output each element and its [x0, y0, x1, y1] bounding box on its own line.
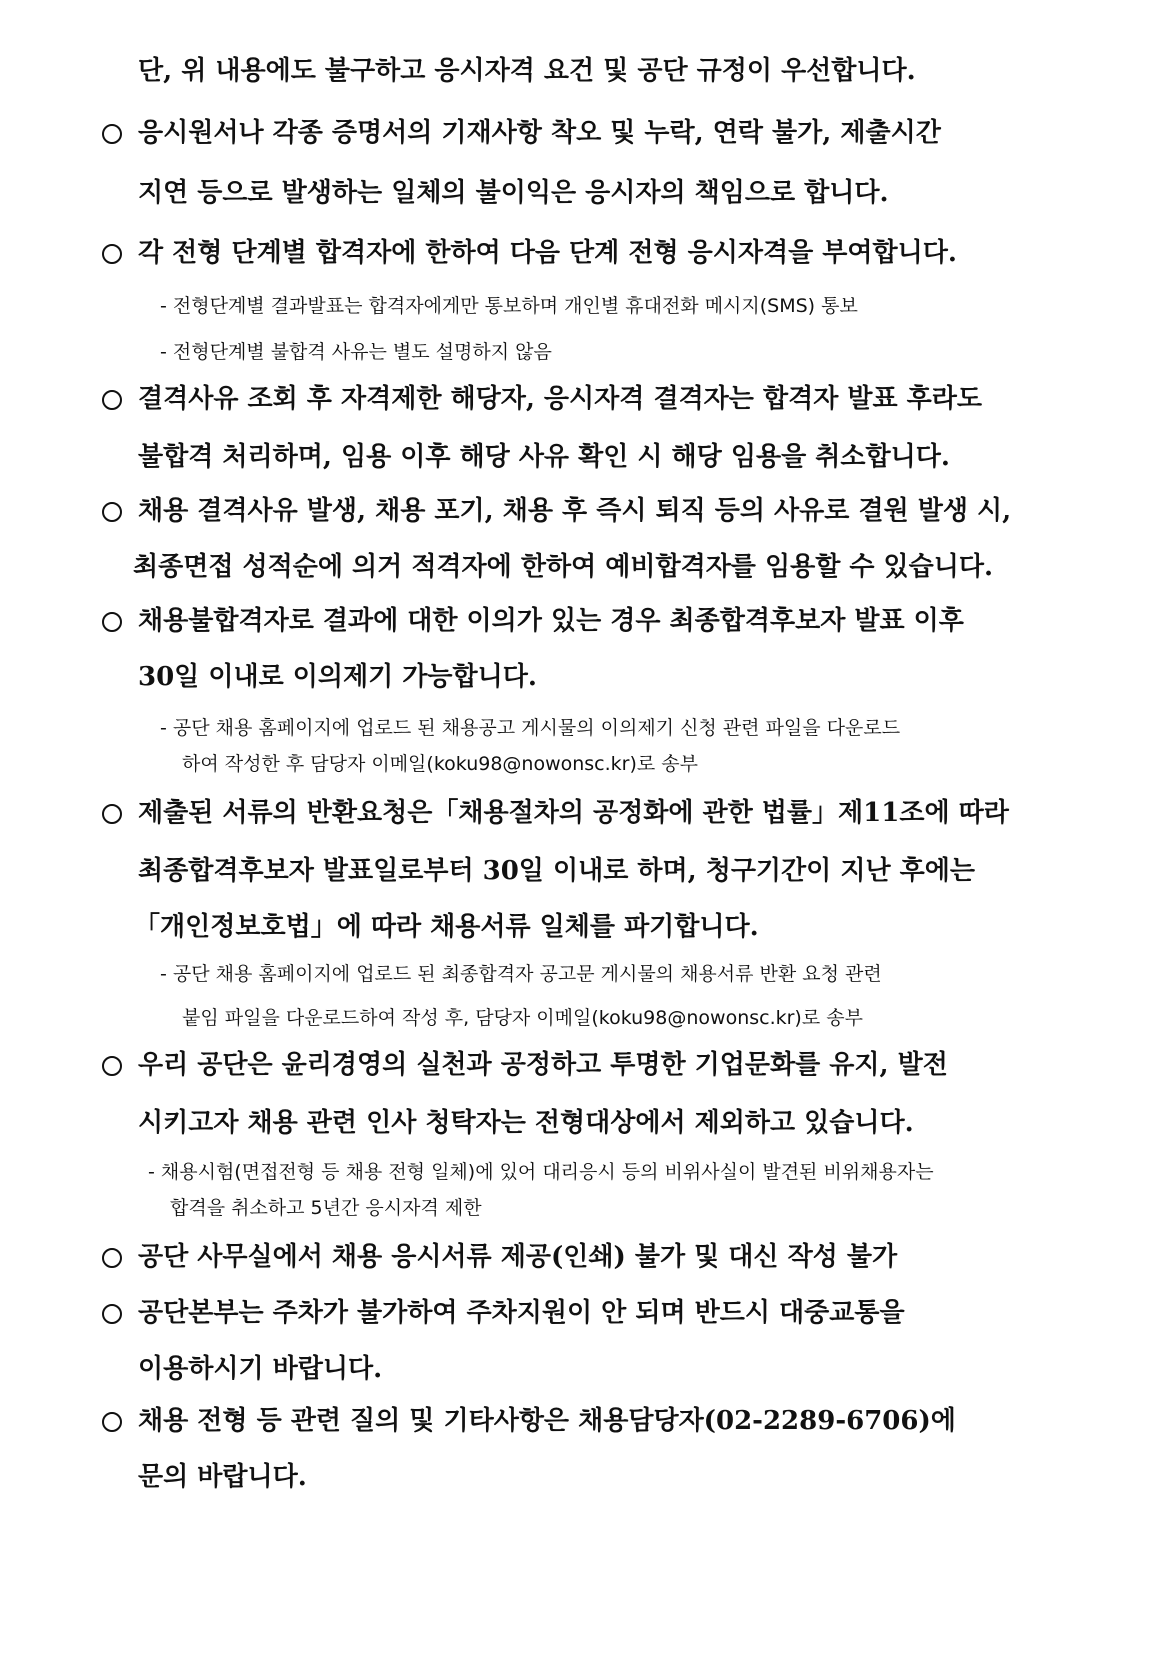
paragraph-line: 문의 바랍니다. [138, 1462, 307, 1492]
circle-bullet-icon [102, 390, 122, 410]
sub-note-line: - 채용시험(면접전형 등 채용 전형 일체)에 있어 대리응시 등의 비위사실이 발견된 비위채용자는 [148, 1161, 934, 1183]
paragraph-line: 우리 공단은 윤리경영의 실천과 공정하고 투명한 기업문화를 유지, 발전 [138, 1050, 948, 1080]
paragraph-line: 제출된 서류의 반환요청은「채용절차의 공정화에 관한 법률」제11조에 따라 [138, 798, 1009, 828]
paragraph-line: 불합격 처리하며, 임용 이후 해당 사유 확인 시 해당 임용을 취소합니다. [138, 442, 950, 472]
sub-note-line: 합격을 취소하고 5년간 응시자격 제한 [170, 1197, 482, 1219]
sub-note-line: 붙임 파일을 다운로드하여 작성 후, 담당자 이메일(koku98@nowonsc.kr)로 송부 [182, 1007, 863, 1029]
paragraph-line: 시키고자 채용 관련 인사 청탁자는 전형대상에서 제외하고 있습니다. [138, 1108, 914, 1138]
circle-bullet-icon [102, 1304, 122, 1324]
circle-bullet-icon [102, 1056, 122, 1076]
paragraph-line: 「개인정보호법」에 따라 채용서류 일체를 파기합니다. [134, 912, 759, 942]
circle-bullet-icon [102, 244, 122, 264]
paragraph-line: 채용 결격사유 발생, 채용 포기, 채용 후 즉시 퇴직 등의 사유로 결원 발생 시, [138, 496, 1012, 526]
paragraph-line: 이용하시기 바랍니다. [138, 1354, 383, 1384]
circle-bullet-icon [102, 612, 122, 632]
circle-bullet-icon [102, 124, 122, 144]
paragraph-line: 30일 이내로 이의제기 가능합니다. [138, 662, 537, 692]
paragraph-line: 결격사유 조회 후 자격제한 해당자, 응시자격 결격자는 합격자 발표 후라도 [138, 384, 982, 414]
sub-note-line: - 전형단계별 결과발표는 합격자에게만 통보하며 개인별 휴대전화 메시지(SMS) 통보 [160, 295, 858, 317]
sub-note-line: - 전형단계별 불합격 사유는 별도 설명하지 않음 [160, 341, 552, 363]
sub-note-line: - 공단 채용 홈페이지에 업로드 된 최종합격자 공고문 게시물의 채용서류 반환 요청 관련 [160, 963, 882, 985]
paragraph-line: 최종합격후보자 발표일로부터 30일 이내로 하며, 청구기간이 지난 후에는 [138, 856, 975, 886]
circle-bullet-icon [102, 1412, 122, 1432]
paragraph-line: 공단본부는 주차가 불가하여 주차지원이 안 되며 반드시 대중교통을 [138, 1298, 905, 1328]
paragraph-line: 단, 위 내용에도 불구하고 응시자격 요건 및 공단 규정이 우선합니다. [138, 56, 916, 86]
sub-note-line: 하여 작성한 후 담당자 이메일(koku98@nowonsc.kr)로 송부 [182, 753, 698, 775]
paragraph-line: 공단 사무실에서 채용 응시서류 제공(인쇄) 불가 및 대신 작성 불가 [138, 1242, 898, 1272]
paragraph-line: 지연 등으로 발생하는 일체의 불이익은 응시자의 책임으로 합니다. [138, 178, 889, 208]
circle-bullet-icon [102, 502, 122, 522]
paragraph-line: 응시원서나 각종 증명서의 기재사항 착오 및 누락, 연락 불가, 제출시간 [138, 118, 941, 148]
paragraph-line: 채용불합격자로 결과에 대한 이의가 있는 경우 최종합격후보자 발표 이후 [138, 606, 964, 636]
sub-note-line: - 공단 채용 홈페이지에 업로드 된 채용공고 게시물의 이의제기 신청 관련 파일을 다운로드 [160, 717, 901, 739]
paragraph-line: 채용 전형 등 관련 질의 및 기타사항은 채용담당자(02-2289-6706)에 [138, 1406, 956, 1436]
paragraph-line: 각 전형 단계별 합격자에 한하여 다음 단계 전형 응시자격을 부여합니다. [138, 238, 957, 268]
circle-bullet-icon [102, 1248, 122, 1268]
circle-bullet-icon [102, 804, 122, 824]
paragraph-line: 최종면접 성적순에 의거 적격자에 한하여 예비합격자를 임용할 수 있습니다. [133, 552, 994, 582]
